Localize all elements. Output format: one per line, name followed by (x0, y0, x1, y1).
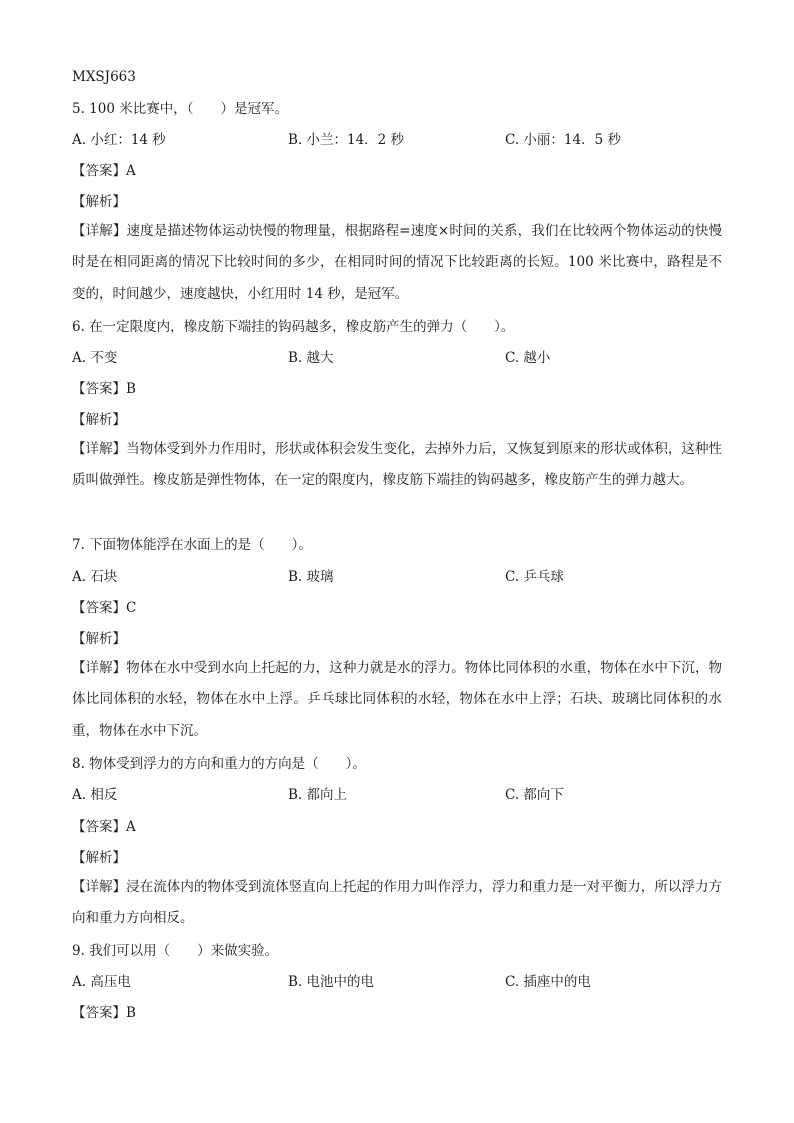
answer-line: 【答案】B (72, 1005, 136, 1021)
option-a: A. 石块 (72, 569, 118, 585)
option-a: A. 小红：14 秒 (72, 132, 166, 148)
answer-line: 【答案】A (72, 819, 136, 835)
analysis-heading: 【解析】 (72, 631, 126, 647)
analysis-heading: 【解析】 (72, 412, 126, 428)
analysis-heading: 【解析】 (72, 194, 126, 210)
option-c: C. 小丽：14．5 秒 (505, 132, 621, 148)
detail-paragraph: 【详解】当物体受到外力作用时，形状或体积会发生变化，去掉外力后，又恢复到原来的形状或体积，这种性质叫做弹性。橡皮筋是弹性物体，在一定的限度内，橡皮筋下端挂的钩码越多，橡皮筋产生的弹力越大。 (72, 441, 722, 489)
option-c: C. 插座中的电 (505, 974, 591, 990)
detail-paragraph: 【详解】浸在流体内的物体受到流体竖直向上托起的作用力叫作浮力，浮力和重力是一对平衡力，所以浮力方向和重力方向相反。 (72, 879, 722, 927)
answer-line: 【答案】B (72, 381, 136, 397)
option-b: B. 都向上 (288, 787, 348, 803)
question-stem: 5. 100 米比赛中，（ ）是冠军。 (72, 101, 288, 117)
option-b: B. 越大 (288, 350, 334, 366)
option-a: A. 不变 (72, 350, 118, 366)
option-b: B. 小兰：14．2 秒 (288, 132, 405, 148)
analysis-heading: 【解析】 (72, 850, 126, 866)
option-b: B. 玻璃 (288, 569, 334, 585)
option-c: C. 越小 (505, 350, 551, 366)
question-stem: 6. 在一定限度内，橡皮筋下端挂的钩码越多，橡皮筋产生的弹力（ ）。 (72, 319, 515, 335)
option-b: B. 电池中的电 (288, 974, 375, 990)
detail-paragraph: 【详解】物体在水中受到水向上托起的力，这种力就是水的浮力。物体比同体积的水重，物体在水中下沉，物体比同体积的水轻，物体在水中上浮。乒乓球比同体积的水轻，物体在水中上浮；石块、玻璃比同体积的水重，物体在水中下沉。 (72, 660, 722, 739)
option-a: A. 高压电 (72, 974, 131, 990)
option-a: A. 相反 (72, 787, 118, 803)
detail-paragraph: 【详解】速度是描述物体运动快慢的物理量，根据路程=速度×时间的关系，我们在比较两个物体运动的快慢时是在相同距离的情况下比较时间的多少，在相同时间的情况下比较距离的长短。100 米比赛中，路程是不变的，时间越少，速度越快，小红用时 14 秒，是冠军。 (72, 223, 722, 302)
question-stem: 9. 我们可以用（ ）来做实验。 (72, 943, 279, 959)
answer-line: 【答案】C (72, 600, 137, 616)
option-c: C. 都向下 (505, 787, 564, 803)
question-stem: 7. 下面物体能浮在水面上的是（ ）。 (72, 537, 312, 553)
doc-code: MXSJ663 (72, 69, 136, 85)
option-c: C. 乒乓球 (505, 569, 564, 585)
question-stem: 8. 物体受到浮力的方向和重力的方向是（ ）。 (72, 756, 366, 772)
answer-line: 【答案】A (72, 163, 136, 179)
